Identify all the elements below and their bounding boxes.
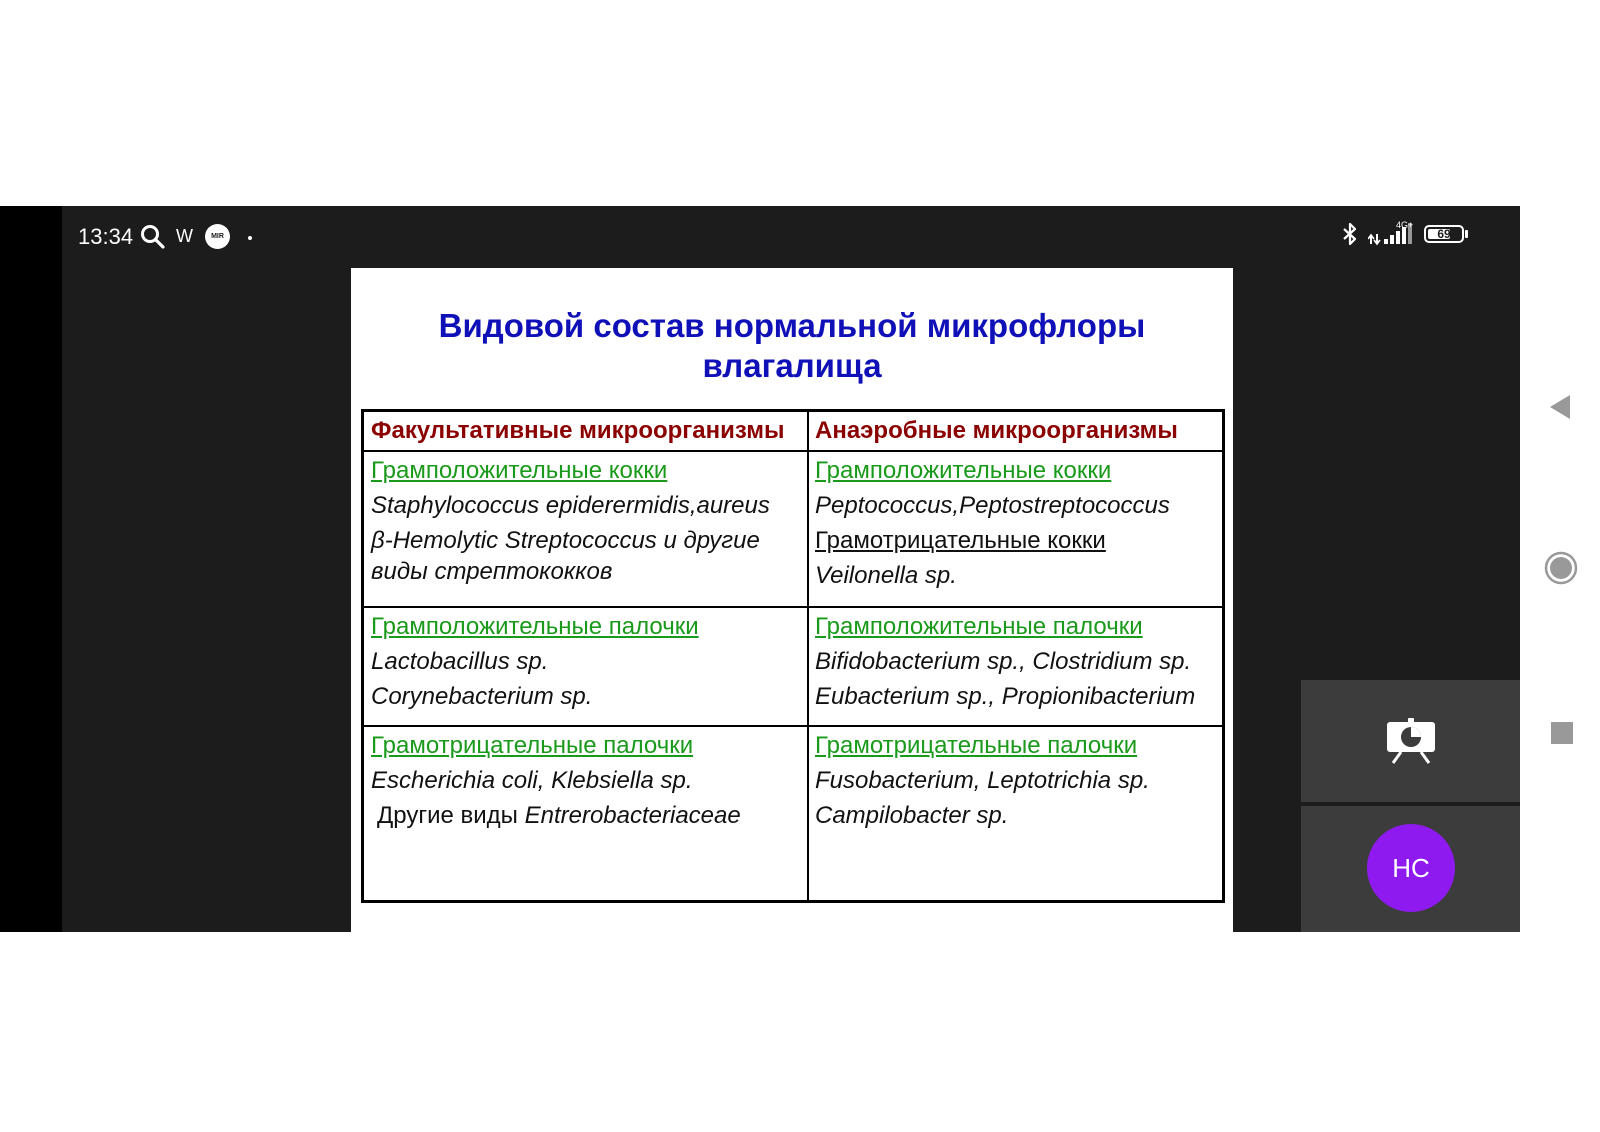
participant-tile[interactable]	[1301, 806, 1520, 932]
nav-home-icon[interactable]	[1544, 551, 1578, 585]
group-label: Грамположительные палочки	[815, 613, 1143, 640]
slide-title-line2: влагалища	[702, 347, 882, 384]
table-cell	[815, 609, 1220, 714]
status-right-group	[1342, 222, 1468, 246]
signal-icon	[1368, 222, 1414, 246]
species-text: Veilonella sp.	[815, 562, 957, 589]
header-facultative: Факультативные микроорганизмы	[371, 417, 785, 444]
table-cell	[371, 609, 801, 714]
species-text: виды стрептококков	[371, 558, 613, 585]
slide-title	[351, 306, 1233, 386]
microflora-table	[361, 409, 1225, 903]
group-label: Грамотрицательные палочки	[371, 732, 694, 759]
group-label: Грамположительные кокки	[371, 457, 668, 484]
table-cell	[371, 728, 801, 833]
species-text: Другие виды Entrerobacteriaceae	[377, 802, 741, 829]
group-label: Грамположительные палочки	[371, 613, 699, 640]
status-bar	[62, 206, 1520, 264]
more-notifications-dot	[248, 236, 252, 240]
species-text: Staphylococcus epiderermidis,aureus	[371, 492, 770, 519]
species-text: β-Hemolytic Streptococcus и другие	[371, 527, 760, 554]
battery-percent: 69	[1437, 227, 1451, 241]
left-black-strip	[0, 206, 62, 932]
phone-screen	[0, 206, 1520, 932]
table-cell	[371, 453, 801, 586]
species-text: Fusobacterium, Leptotrichia sp.	[815, 767, 1150, 794]
header-anaerobic: Анаэробные микроорганизмы	[815, 417, 1178, 444]
presentation-icon[interactable]	[1385, 718, 1437, 764]
presentation-tile[interactable]	[1301, 680, 1520, 802]
slide-title-line1: Видовой состав нормальной микрофлоры	[438, 307, 1146, 344]
battery-icon	[1424, 225, 1468, 243]
species-text: Eubacterium sp., Propionibacterium	[815, 683, 1196, 710]
mir-notification-icon: MIR	[205, 224, 230, 249]
bluetooth-icon	[1342, 222, 1358, 246]
species-text: Lactobacillus sp.	[371, 648, 549, 675]
group-label: Грамотрицательные палочки	[815, 732, 1138, 759]
w-notification-icon: W	[176, 226, 193, 246]
status-time: 13:34	[78, 224, 134, 249]
species-text: Peptococcus,Peptostreptococcus	[815, 492, 1170, 519]
group-label: Грамотрицательные кокки	[815, 527, 1106, 554]
table-cell	[815, 728, 1220, 833]
species-text: Escherichia coli, Klebsiella sp.	[371, 767, 693, 794]
table-cell	[815, 453, 1220, 593]
species-text: Bifidobacterium sp., Clostridium sp.	[815, 648, 1192, 675]
nav-recents-icon[interactable]	[1550, 721, 1574, 745]
species-text: Corynebacterium sp.	[371, 683, 593, 710]
species-text: Campilobacter sp.	[815, 802, 1009, 829]
shared-slide	[351, 268, 1233, 932]
network-type-label: 4G+	[1396, 220, 1414, 230]
group-label: Грамположительные кокки	[815, 457, 1112, 484]
avatar[interactable]: НС	[1367, 824, 1455, 912]
nav-back-icon[interactable]	[1548, 393, 1572, 421]
participants-panel	[1301, 680, 1520, 932]
search-icon	[140, 224, 166, 250]
